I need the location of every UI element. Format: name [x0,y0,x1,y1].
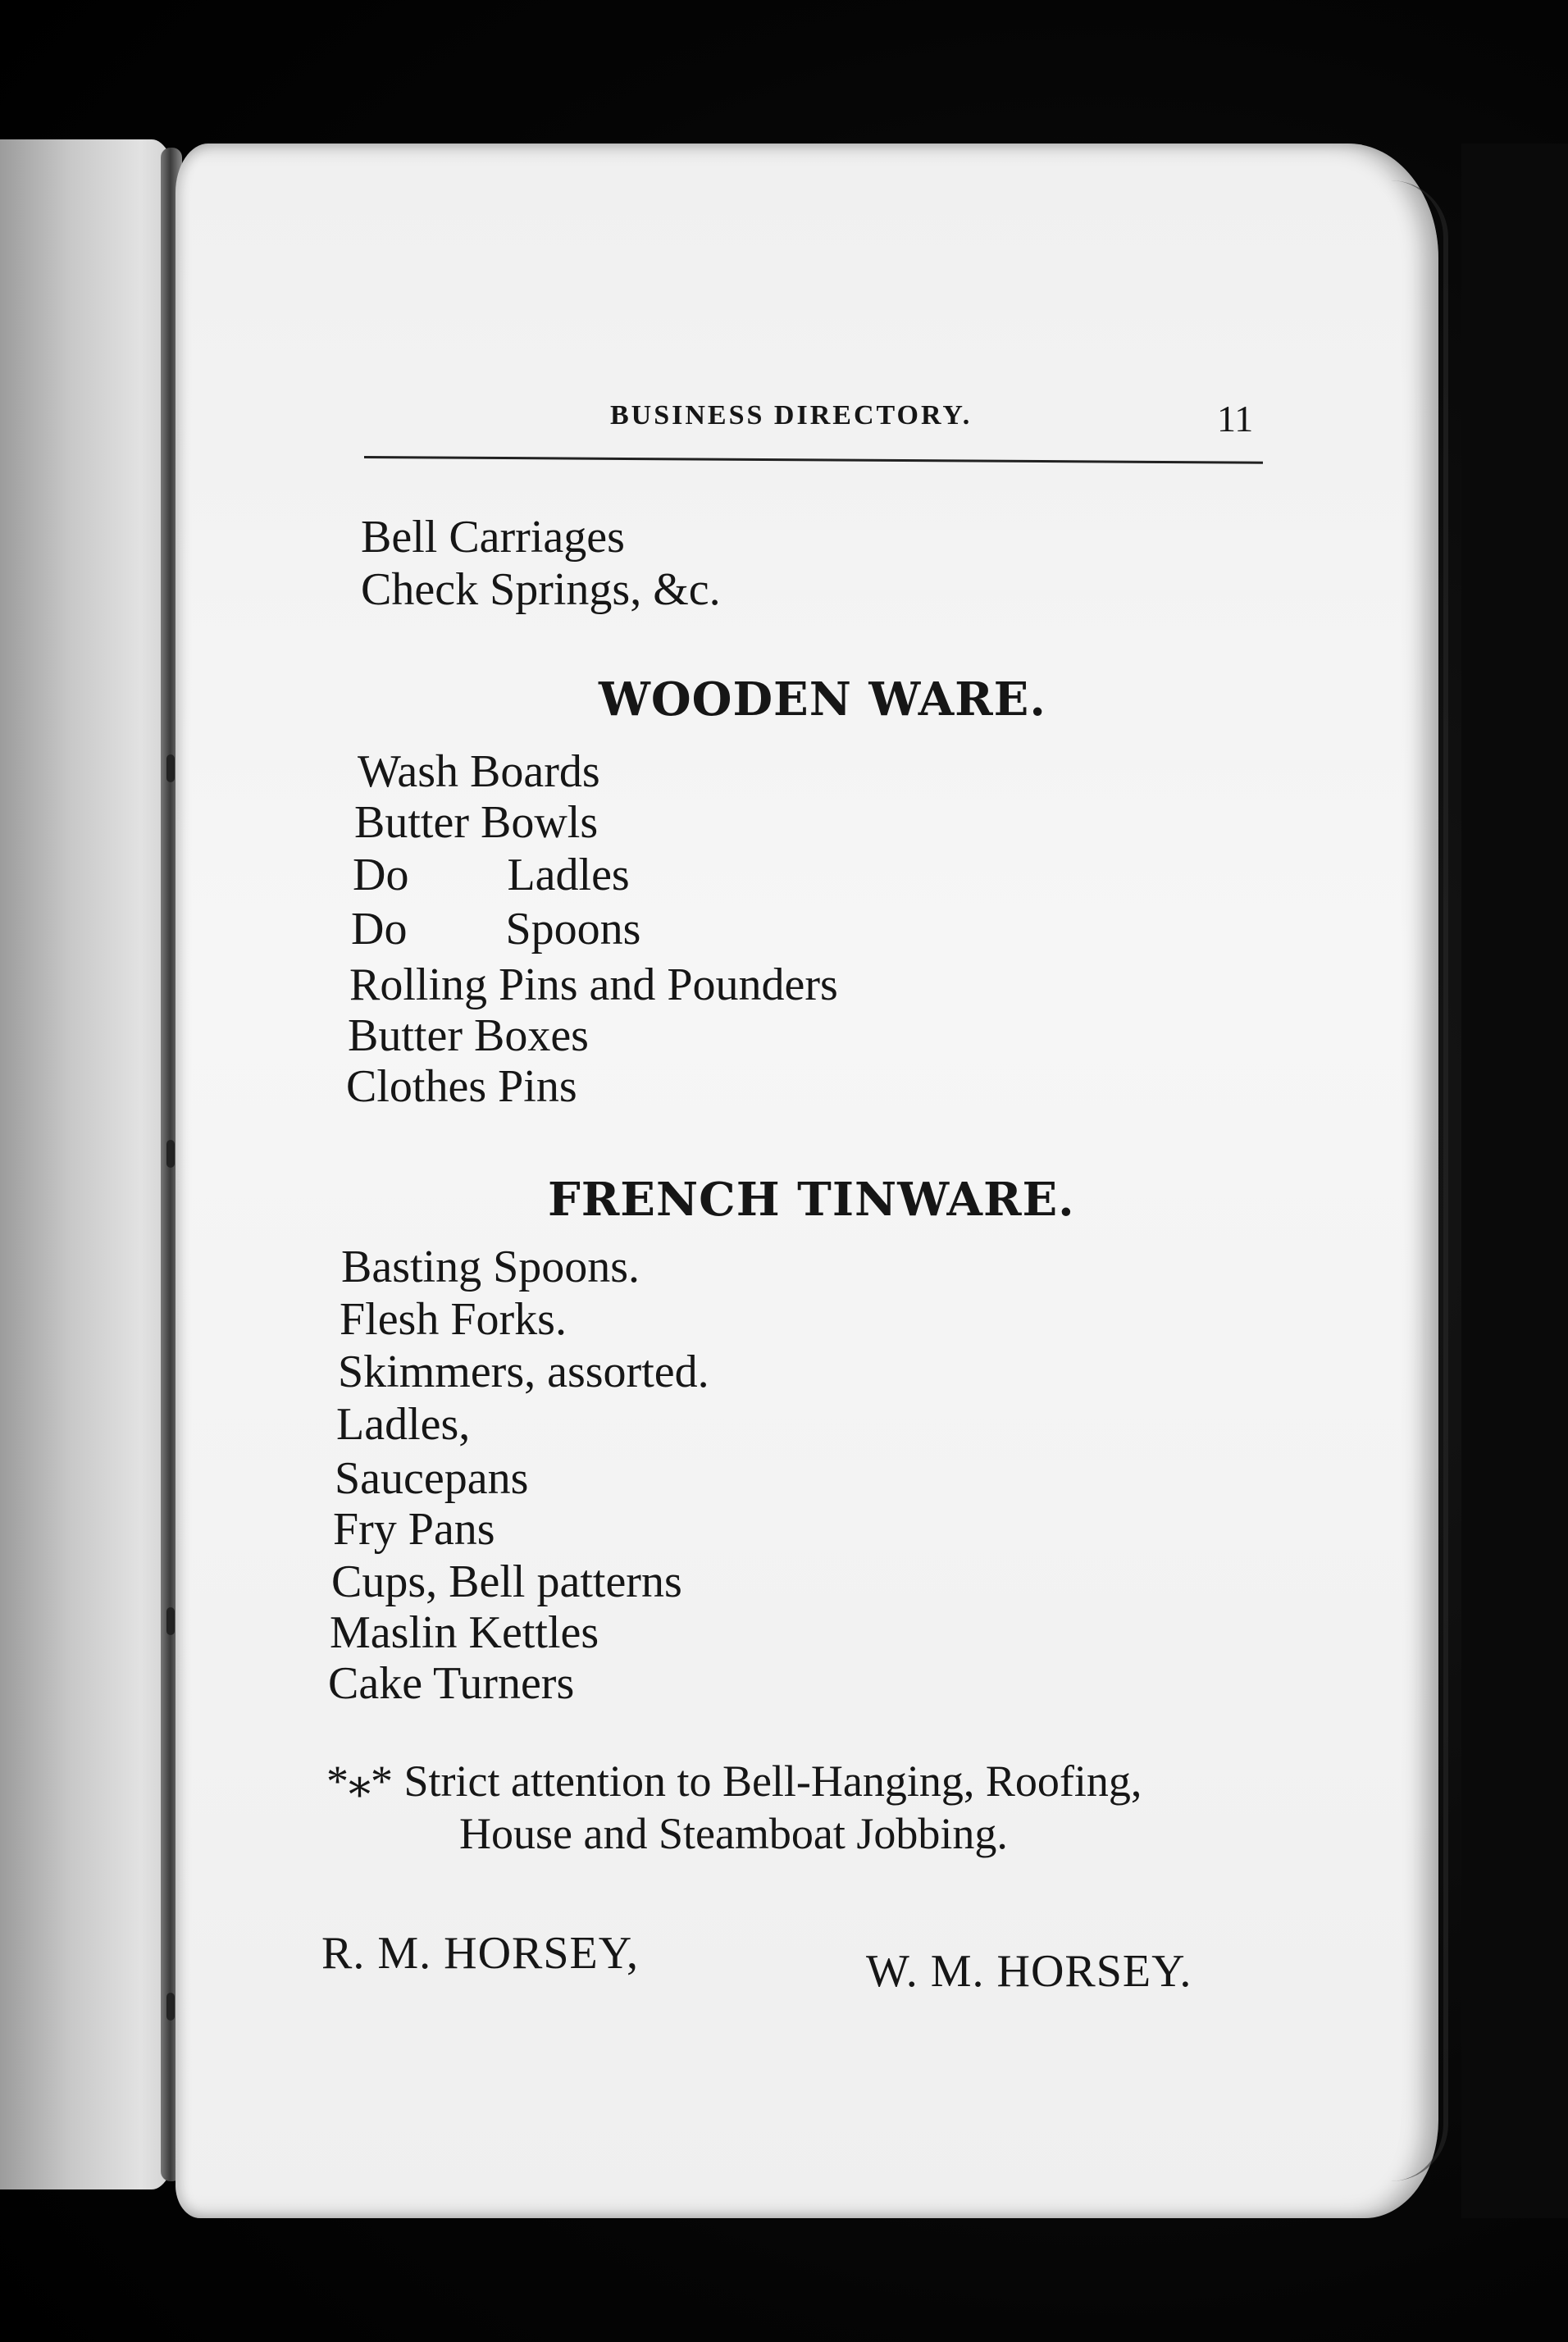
binding-stitch [166,754,175,782]
list-item: Do Spoons [351,904,641,955]
list-item: Basting Spoons. [341,1242,640,1292]
list-item: Clothes Pins [346,1061,577,1112]
section-heading-wooden-ware: WOODEN WARE. [599,672,1046,727]
list-item: Rolling Pins and Pounders [349,959,838,1010]
proprietor-name: R. M. HORSEY, [321,1928,639,1979]
list-item: Fry Pans [333,1504,495,1555]
list-item: Cake Turners [328,1658,575,1709]
list-item: Ladles, [336,1399,471,1450]
proprietor-name: W. M. HORSEY. [866,1946,1192,1997]
list-item: Cups, Bell patterns [331,1556,682,1607]
left-page-edge [0,139,176,2189]
page-number: 11 [1217,398,1254,440]
list-item: Skimmers, assorted. [338,1346,709,1397]
list-item: Butter Boxes [348,1010,589,1061]
list-item: Butter Bowls [354,797,599,848]
page-curl-edge [1386,180,1448,2181]
list-item: Check Springs, &c. [361,564,721,615]
list-item: Wash Boards [358,746,600,797]
section-heading-french-tinware: FRENCH TINWARE. [548,1173,1075,1227]
background-strip [1461,144,1568,2218]
list-item: Bell Carriages [361,512,625,563]
binding-stitch [166,1140,175,1168]
list-item: Do Ladles [353,850,630,900]
notice-line-1: *⁎* Strict attention to Bell-Hanging, Roofing, [326,1756,1142,1806]
list-item: Saucepans [335,1453,529,1504]
list-item: Flesh Forks. [340,1294,567,1345]
list-item: Maslin Kettles [330,1607,599,1658]
notice-line-2: House and Steamboat Jobbing. [459,1809,1008,1858]
binding-stitch [166,1607,175,1635]
running-head: BUSINESS DIRECTORY. [610,400,973,431]
binding-stitch [166,1993,175,2021]
